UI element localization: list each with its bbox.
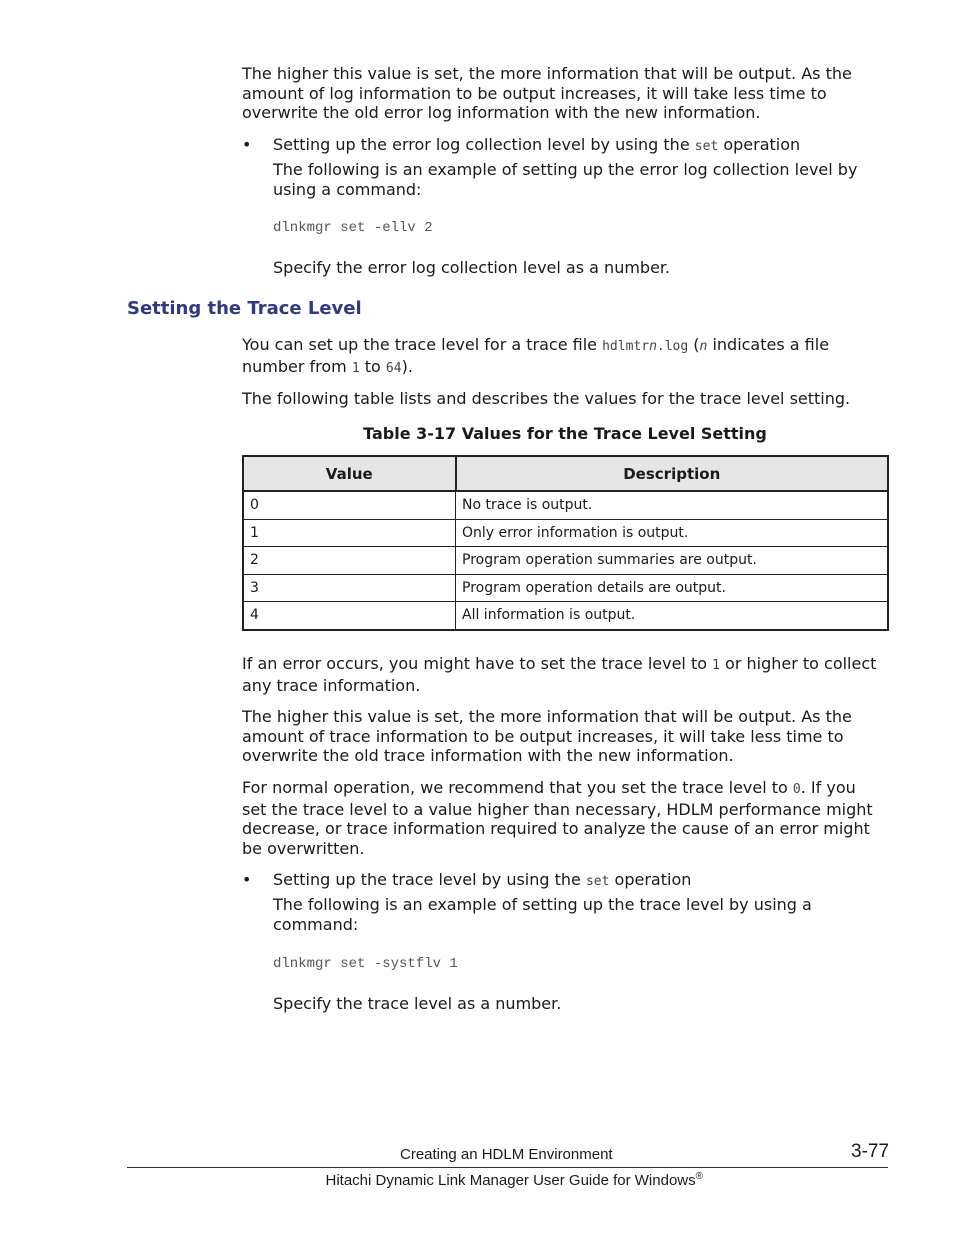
cell-value: 3 (243, 574, 456, 602)
cell-value: 1 (243, 519, 456, 547)
cell-description: Program operation summaries are output. (456, 547, 889, 575)
table-row (243, 574, 888, 602)
section-heading: Setting the Trace Level (127, 298, 362, 319)
specify-error-log: Specify the error log collection level as a number. (273, 258, 671, 277)
trace-file-paragraph: You can set up the trace level for a trace file hdlmtrn.log (n indicates a file number from 1 to 64). (242, 335, 830, 376)
table-intro: The following table lists and describes the values for the trace level setting. (242, 389, 851, 408)
table-row (243, 519, 888, 547)
bullet-trace-set: Setting up the trace level by using the set operation (273, 870, 692, 889)
table-row (243, 602, 888, 630)
example-error-log-text: The following is an example of setting up the error log collection level by using a command: (273, 160, 858, 199)
table-row (243, 547, 888, 575)
table-header-row (243, 456, 888, 491)
cell-value: 0 (243, 491, 456, 519)
intro-paragraph: The higher this value is set, the more information that will be output. As the amount of log information to be output increases, it will take less time to overwrite the old error log information with the new information. (242, 64, 852, 123)
higher-value-paragraph: The higher this value is set, the more information that will be output. As the amount of trace information to be output increases, it will take less time to overwrite the old trace information with the new information. (242, 707, 852, 766)
cell-description: All information is output. (456, 602, 889, 630)
footer-guide-title: Hitachi Dynamic Link Manager User Guide for Windows® (325, 1171, 703, 1189)
error-trace-paragraph: If an error occurs, you might have to set the trace level to 1 or higher to collect any trace information. (242, 654, 877, 695)
cell-value: 2 (243, 547, 456, 575)
header-description: Description (456, 456, 889, 491)
cell-description: Program operation details are output. (456, 574, 889, 602)
command-example-systflv: dlnkmgr set -systflv 1 (273, 956, 458, 972)
bullet-error-log-set: Setting up the error log collection level by using the set operation (273, 135, 801, 154)
cell-description: Only error information is output. (456, 519, 889, 547)
normal-operation-paragraph: For normal operation, we recommend that you set the trace level to 0. If you set the trace level to a value higher than necessary, HDLM performance might decrease, or trace information required to analyze the cause of an error might be overwritten. (242, 778, 873, 858)
footer-divider (127, 1167, 888, 1168)
footer-chapter-title: Creating an HDLM Environment (400, 1146, 613, 1163)
bullet-marker: • (242, 135, 252, 154)
table-row (243, 491, 888, 519)
bullet-marker: • (242, 870, 252, 889)
specify-trace: Specify the trace level as a number. (273, 994, 562, 1013)
command-example-ellv: dlnkmgr set -ellv 2 (273, 220, 433, 236)
cell-description: No trace is output. (456, 491, 889, 519)
header-value: Value (243, 456, 456, 491)
trace-level-table (242, 455, 889, 631)
page-number: 3-77 (851, 1141, 890, 1162)
table-caption: Table 3-17 Values for the Trace Level Setting (363, 424, 767, 443)
example-trace-text: The following is an example of setting up the trace level by using a command: (273, 895, 812, 934)
cell-value: 4 (243, 602, 456, 630)
